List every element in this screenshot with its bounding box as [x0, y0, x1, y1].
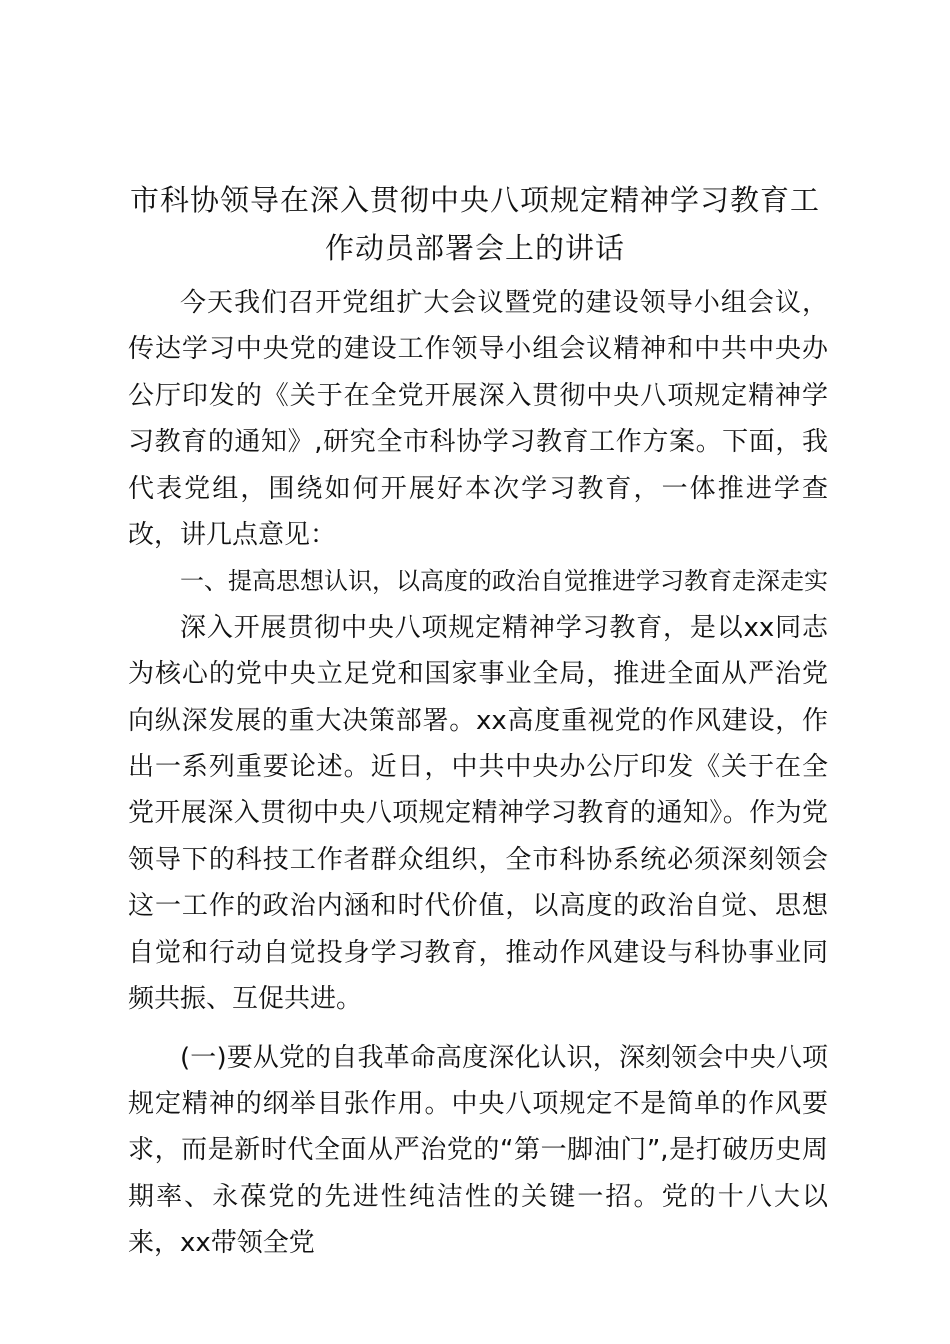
paragraph-intro: 今天我们召开党组扩大会议暨党的建设领导小组会议，传达学习中央党的建设工作领导小组会议精神和中共中央办公厅印发的《关于在全党开展深入贯彻中央八项规定精神学习教育的通知》,研究全市科协学习教育工作方案。下面，我代表党组，围绕如何开展好本次学习教育，一体推进学查改，讲几点意见：	[128, 288, 828, 551]
document-body	[128, 280, 828, 1267]
paragraph-section-body: 深入开展贯彻中央八项规定精神学习教育，是以xx同志为核心的党中央立足党和国家事业全局，推进全面从严治党向纵深发展的重大决策部署。xx高度重视党的作风建设，作出一系列重要论述。近日，中共中央办公厅印发《关于在全党开展深入贯彻中央八项规定精神学习教育的通知》。作为党领导下的科技工作者群众组织，全市科协系统必须深刻领会这一工作的政治内涵和时代价值，以高度的政治自觉、思想自觉和行动自觉投身学习教育，推动作风建设与科协事业同频共振、互促共进。	[128, 612, 828, 1015]
paragraph-subsection-1: (一)要从党的自我革命高度深化认识，深刻领会中央八项规定精神的纲举目张作用。中央八项规定不是简单的作风要求，而是新时代全面从严治党的“第一脚油门”,是打破历史周期率、永葆党的先进性纯洁性的关键一招。党的十八大以来，xx带领全党	[128, 1042, 828, 1259]
section-heading: 一、提高思想认识，以高度的政治自觉推进学习教育走深走实	[180, 567, 828, 596]
document-title: 市科协领导在深入贯彻中央八项规定精神学习教育工作动员部署会上的讲话	[129, 183, 820, 265]
